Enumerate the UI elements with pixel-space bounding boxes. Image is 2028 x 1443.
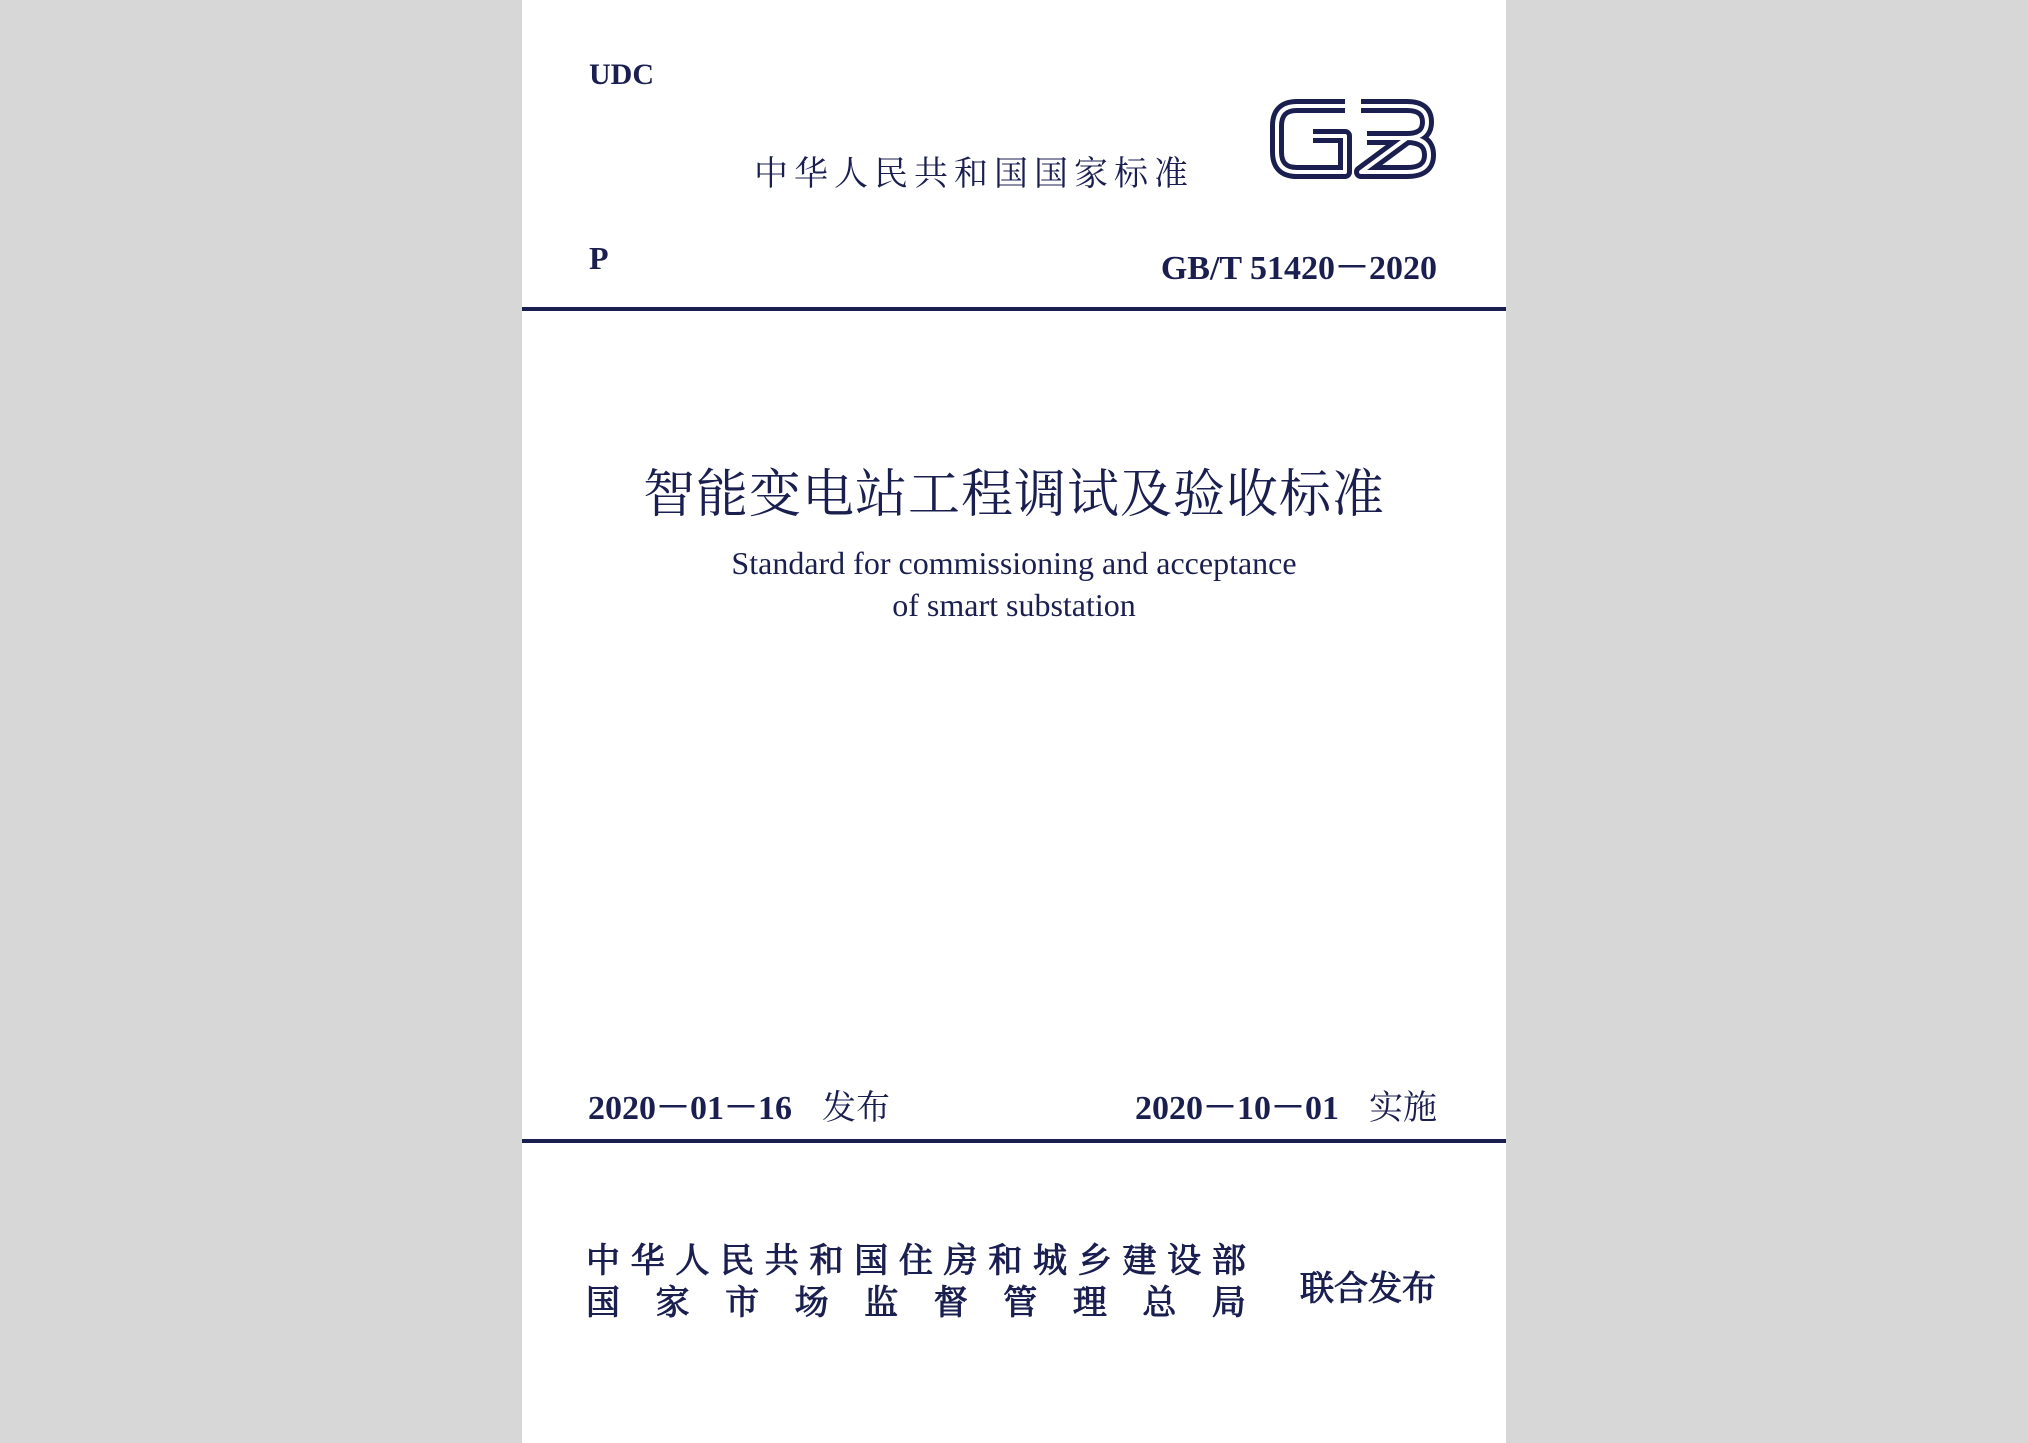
issuer-char: 和	[988, 1241, 1023, 1281]
issuer-line-1	[586, 1240, 1246, 1282]
standard-cover-page	[522, 0, 1506, 1443]
issuer-char: 国	[586, 1283, 620, 1323]
issuer-char: 督	[933, 1283, 968, 1323]
issuer-char: 民	[720, 1241, 755, 1281]
title-chinese: 智能变电站工程调试及验收标准	[642, 465, 1385, 525]
issuer-char: 房	[943, 1241, 978, 1281]
joint-issue-label: 联合发布	[1300, 1269, 1436, 1309]
national-standard-heading: 中华人民共和国国家标准	[754, 154, 1194, 194]
udc-label: UDC	[589, 58, 654, 91]
issuer-char: 华	[630, 1241, 665, 1281]
issuer-char: 理	[1072, 1283, 1107, 1323]
issuer-char: 市	[725, 1283, 760, 1323]
issuer-char: 国	[854, 1241, 889, 1281]
bottom-divider	[522, 1139, 1506, 1143]
issuer-char: 中	[586, 1241, 620, 1281]
issuer-char: 局	[1211, 1283, 1246, 1323]
issuer-char: 家	[655, 1283, 690, 1323]
issuer-char: 管	[1003, 1283, 1038, 1323]
effective-date-label: 实施	[1369, 1088, 1437, 1128]
issuer-char: 共	[764, 1241, 799, 1281]
top-divider	[522, 307, 1506, 311]
issuer-char: 乡	[1077, 1241, 1112, 1281]
issuer-char: 部	[1211, 1241, 1246, 1281]
issuer-char: 建	[1122, 1241, 1157, 1281]
issue-date-value: 2020－01－16	[588, 1090, 792, 1127]
issue-date-label: 发布	[822, 1088, 890, 1128]
category-code: P	[589, 240, 609, 276]
issuer-char: 设	[1167, 1241, 1202, 1281]
issuer-char: 人	[675, 1241, 710, 1281]
title-english-line2: of smart substation	[892, 587, 1136, 623]
gb-logo-icon	[1267, 92, 1439, 184]
standard-number: GB/T 51420－2020	[1160, 250, 1437, 287]
issuer-char: 场	[794, 1283, 829, 1323]
issuer-char: 监	[864, 1283, 899, 1323]
issuer-char: 城	[1033, 1241, 1068, 1281]
issuing-organizations	[586, 1240, 1246, 1324]
effective-date	[1135, 1080, 1437, 1129]
effective-date-value: 2020－10－01	[1135, 1090, 1339, 1127]
issuer-char: 和	[809, 1241, 844, 1281]
issuer-line-2	[586, 1282, 1246, 1324]
title-english-line1: Standard for commissioning and acceptance	[731, 545, 1297, 581]
title-english	[522, 542, 1506, 626]
issue-date	[588, 1080, 890, 1129]
issuer-char: 住	[898, 1241, 933, 1281]
issuer-char: 总	[1142, 1283, 1177, 1323]
